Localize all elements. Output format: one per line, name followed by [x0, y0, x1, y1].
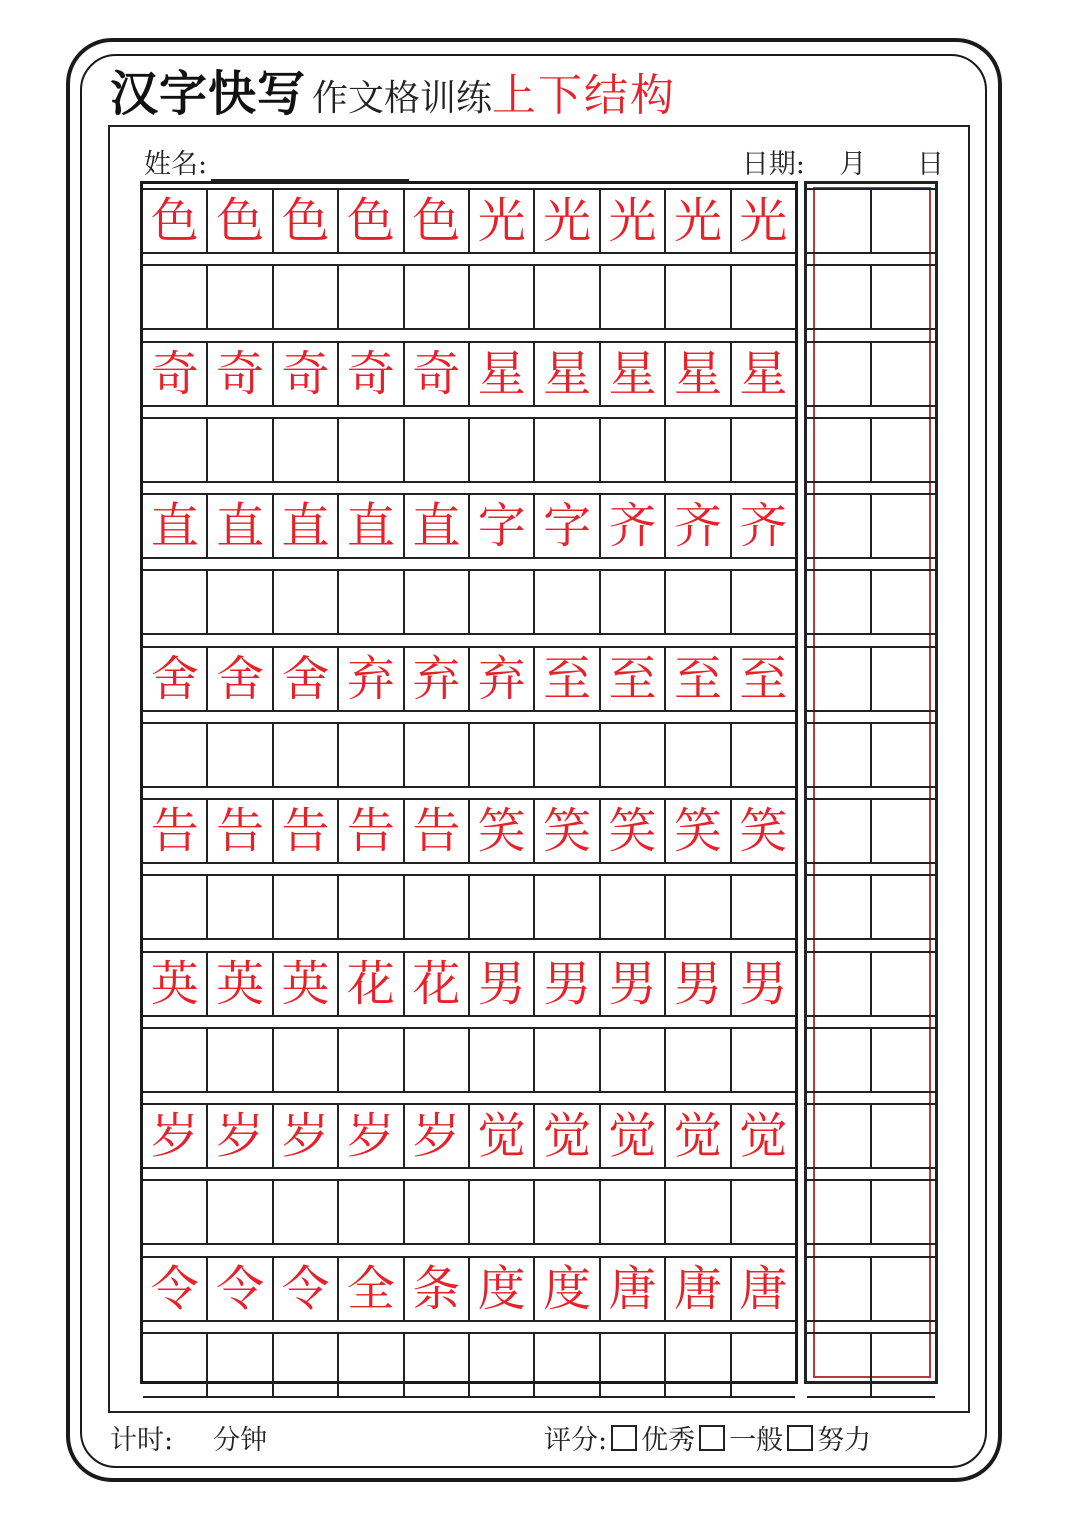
char-cell: 告: [339, 800, 404, 862]
char-cell: 令: [208, 1258, 273, 1320]
practice-cell[interactable]: [732, 571, 795, 633]
name-label: 姓名:: [144, 149, 208, 180]
side-cell[interactable]: [807, 876, 872, 938]
rating-checkbox-excellent[interactable]: [611, 1425, 637, 1451]
practice-cell[interactable]: [274, 1181, 339, 1243]
char-cell: 笑: [739, 803, 788, 859]
practice-cell[interactable]: [274, 571, 339, 633]
practice-cell[interactable]: [470, 571, 535, 633]
char-cell: 奇: [208, 343, 273, 405]
side-cell[interactable]: [872, 1105, 935, 1167]
minutes-label: 分钟: [213, 1425, 268, 1456]
practice-cell[interactable]: [666, 571, 731, 633]
char-cell: 光: [601, 190, 666, 252]
char-cell: 光: [470, 190, 535, 252]
char-cell: 告: [208, 800, 273, 862]
practice-row: [143, 874, 795, 940]
practice-row: [143, 1179, 795, 1245]
char-cell: 直: [143, 495, 208, 557]
side-cell[interactable]: [872, 190, 935, 252]
char-cell: 觉: [470, 1105, 535, 1167]
practice-cell[interactable]: [732, 266, 795, 328]
side-cell[interactable]: [807, 1181, 872, 1243]
char-row: [143, 1103, 795, 1169]
char-cell: 至: [739, 650, 788, 707]
char-cell: 舍: [274, 648, 339, 710]
side-row: [807, 1103, 935, 1169]
char-cell: 男: [601, 953, 666, 1015]
side-cell[interactable]: [872, 266, 935, 328]
practice-cell[interactable]: [143, 1029, 208, 1091]
practice-cell[interactable]: [339, 1181, 404, 1243]
side-cell[interactable]: [807, 1105, 872, 1167]
practice-cell[interactable]: [470, 266, 535, 328]
char-cell: 直: [208, 495, 273, 557]
side-cell[interactable]: [872, 1181, 935, 1243]
char-cell: 色: [339, 190, 404, 252]
char-cell: 唐: [666, 1258, 731, 1320]
side-cell[interactable]: [872, 1334, 935, 1396]
side-cell[interactable]: [807, 648, 872, 710]
writing-grid: [140, 181, 798, 1384]
practice-cell[interactable]: [732, 1334, 795, 1396]
practice-cell[interactable]: [274, 724, 339, 786]
practice-cell[interactable]: [274, 1334, 339, 1396]
char-row: [143, 646, 795, 712]
side-cell[interactable]: [872, 648, 935, 710]
practice-row: [143, 264, 795, 330]
side-cell[interactable]: [872, 419, 935, 481]
char-cell: 度: [470, 1258, 535, 1320]
rating-option-excellent: 优秀: [641, 1425, 696, 1456]
side-cell[interactable]: [807, 571, 872, 633]
rating-checkbox-effort[interactable]: [787, 1425, 813, 1451]
side-cell[interactable]: [872, 953, 935, 1015]
side-cell[interactable]: [807, 419, 872, 481]
practice-cell[interactable]: [601, 1029, 666, 1091]
side-cell[interactable]: [872, 343, 935, 405]
practice-row: [143, 1332, 795, 1398]
practice-cell[interactable]: [405, 724, 470, 786]
side-cell[interactable]: [807, 190, 872, 252]
month-label: 月: [839, 149, 867, 180]
char-cell: 岁: [405, 1105, 470, 1167]
practice-cell[interactable]: [143, 419, 208, 481]
practice-cell[interactable]: [535, 266, 600, 328]
char-cell: 岁: [143, 1105, 208, 1167]
side-cell[interactable]: [872, 724, 935, 786]
practice-cell[interactable]: [339, 1029, 404, 1091]
practice-cell[interactable]: [470, 1181, 535, 1243]
practice-cell[interactable]: [732, 876, 795, 938]
char-cell: 色: [208, 190, 273, 252]
char-cell: 舍: [143, 648, 208, 710]
practice-cell[interactable]: [666, 266, 731, 328]
rating-option-average: 一般: [729, 1425, 784, 1456]
char-cell: 岁: [339, 1105, 404, 1167]
char-cell: 花: [339, 953, 404, 1015]
practice-cell[interactable]: [339, 266, 404, 328]
char-cell: 齐: [666, 495, 731, 557]
char-cell: 唐: [739, 1260, 788, 1317]
char-cell: 笑: [470, 800, 535, 862]
side-cell[interactable]: [807, 266, 872, 328]
side-cell[interactable]: [807, 953, 872, 1015]
char-cell: 弃: [405, 648, 470, 710]
practice-cell[interactable]: [143, 571, 208, 633]
practice-cell[interactable]: [405, 571, 470, 633]
practice-cell[interactable]: [666, 724, 731, 786]
practice-cell[interactable]: [143, 876, 208, 938]
char-cell: 至: [601, 648, 666, 710]
char-cell: 觉: [739, 1108, 788, 1164]
char-cell: 齐: [739, 498, 788, 554]
char-cell: 色: [405, 190, 470, 252]
side-cell[interactable]: [807, 800, 872, 862]
side-row: [807, 951, 935, 1017]
practice-row: [143, 722, 795, 788]
practice-cell[interactable]: [274, 419, 339, 481]
practice-cell[interactable]: [732, 724, 795, 786]
practice-cell[interactable]: [535, 876, 600, 938]
practice-cell[interactable]: [470, 1029, 535, 1091]
practice-cell[interactable]: [405, 419, 470, 481]
practice-cell[interactable]: [208, 1181, 273, 1243]
title-structure: 上下结构: [492, 70, 677, 121]
char-cell: 星: [666, 343, 731, 405]
char-cell: 奇: [405, 343, 470, 405]
practice-cell[interactable]: [666, 876, 731, 938]
practice-cell[interactable]: [405, 1181, 470, 1243]
char-cell: 觉: [535, 1105, 600, 1167]
date-label: 日期:: [741, 149, 805, 180]
side-row: [807, 417, 935, 483]
char-row: [143, 951, 795, 1017]
char-cell: 花: [405, 953, 470, 1015]
practice-cell[interactable]: [535, 724, 600, 786]
side-row: [807, 1256, 935, 1322]
side-cell[interactable]: [807, 1334, 872, 1396]
practice-cell[interactable]: [208, 1334, 273, 1396]
title-sub: 作文格训练: [312, 78, 493, 119]
practice-cell[interactable]: [470, 1334, 535, 1396]
char-row: [143, 341, 795, 407]
char-cell: 至: [535, 648, 600, 710]
practice-cell[interactable]: [601, 266, 666, 328]
side-row: [807, 646, 935, 712]
char-cell: 岁: [208, 1105, 273, 1167]
practice-cell[interactable]: [208, 1029, 273, 1091]
timer-label: 计时:: [110, 1425, 174, 1456]
practice-cell[interactable]: [732, 1029, 795, 1091]
practice-cell[interactable]: [601, 1181, 666, 1243]
practice-cell[interactable]: [601, 419, 666, 481]
char-cell: 弃: [339, 648, 404, 710]
practice-cell[interactable]: [405, 1029, 470, 1091]
practice-cell[interactable]: [732, 419, 795, 481]
practice-cell[interactable]: [339, 724, 404, 786]
rating-section: [544, 1418, 871, 1457]
practice-cell[interactable]: [601, 876, 666, 938]
char-cell: 星: [535, 343, 600, 405]
practice-cell[interactable]: [143, 724, 208, 786]
day-label: 日: [917, 149, 944, 180]
char-cell: 唐: [601, 1258, 666, 1320]
side-row: [807, 264, 935, 330]
char-cell: 色: [274, 190, 339, 252]
side-row: [807, 341, 935, 407]
char-cell: 直: [274, 495, 339, 557]
practice-cell[interactable]: [535, 571, 600, 633]
practice-cell[interactable]: [208, 724, 273, 786]
name-input-line[interactable]: [211, 151, 409, 181]
side-row: [807, 569, 935, 635]
side-row: [807, 874, 935, 940]
char-cell: 岁: [274, 1105, 339, 1167]
practice-cell[interactable]: [339, 571, 404, 633]
practice-cell[interactable]: [405, 266, 470, 328]
practice-cell[interactable]: [666, 419, 731, 481]
side-cell[interactable]: [807, 495, 872, 557]
practice-cell[interactable]: [208, 876, 273, 938]
char-cell: 色: [143, 190, 208, 252]
practice-cell[interactable]: [208, 266, 273, 328]
char-cell: 笑: [601, 800, 666, 862]
practice-cell[interactable]: [535, 419, 600, 481]
char-cell: 光: [535, 190, 600, 252]
practice-cell[interactable]: [601, 1334, 666, 1396]
rating-option-effort: 努力: [817, 1425, 872, 1456]
char-cell: 舍: [208, 648, 273, 710]
practice-cell[interactable]: [666, 1029, 731, 1091]
practice-cell[interactable]: [339, 419, 404, 481]
practice-row: [143, 1027, 795, 1093]
char-cell: 光: [739, 193, 788, 249]
side-cell[interactable]: [872, 495, 935, 557]
practice-cell[interactable]: [339, 876, 404, 938]
side-row: [807, 1027, 935, 1093]
practice-cell[interactable]: [274, 1029, 339, 1091]
char-cell: 齐: [601, 495, 666, 557]
practice-cell[interactable]: [470, 724, 535, 786]
practice-cell[interactable]: [143, 1334, 208, 1396]
practice-cell[interactable]: [274, 876, 339, 938]
practice-cell[interactable]: [339, 1334, 404, 1396]
char-cell: 星: [739, 345, 788, 402]
side-cell[interactable]: [807, 343, 872, 405]
char-cell: 令: [143, 1258, 208, 1320]
side-cell[interactable]: [872, 876, 935, 938]
practice-cell[interactable]: [274, 266, 339, 328]
char-cell: 字: [535, 495, 600, 557]
practice-cell[interactable]: [405, 876, 470, 938]
char-cell: 奇: [339, 343, 404, 405]
char-cell: 度: [535, 1258, 600, 1320]
practice-cell[interactable]: [601, 724, 666, 786]
char-cell: 告: [405, 800, 470, 862]
char-cell: 告: [274, 800, 339, 862]
side-cell[interactable]: [872, 800, 935, 862]
side-cell[interactable]: [872, 571, 935, 633]
practice-cell[interactable]: [405, 1334, 470, 1396]
side-cell[interactable]: [872, 1029, 935, 1091]
char-cell: 光: [666, 190, 731, 252]
side-cell[interactable]: [807, 1258, 872, 1320]
char-cell: 直: [405, 495, 470, 557]
practice-cell[interactable]: [208, 419, 273, 481]
rating-checkbox-average[interactable]: [699, 1425, 725, 1451]
char-cell: 英: [143, 953, 208, 1015]
practice-cell[interactable]: [143, 1181, 208, 1243]
char-row: [143, 798, 795, 864]
char-cell: 星: [601, 343, 666, 405]
char-cell: 觉: [601, 1105, 666, 1167]
practice-cell[interactable]: [666, 1181, 731, 1243]
char-cell: 笑: [535, 800, 600, 862]
title-main: 汉字快写: [110, 66, 307, 122]
side-row: [807, 493, 935, 559]
char-cell: 星: [470, 343, 535, 405]
page-title: [110, 62, 676, 124]
practice-cell[interactable]: [470, 876, 535, 938]
char-cell: 令: [274, 1258, 339, 1320]
char-row: [143, 1256, 795, 1322]
side-row: [807, 188, 935, 254]
char-cell: 至: [666, 648, 731, 710]
practice-row: [143, 569, 795, 635]
side-cell[interactable]: [807, 724, 872, 786]
practice-cell[interactable]: [601, 571, 666, 633]
practice-cell[interactable]: [535, 1334, 600, 1396]
char-cell: 全: [339, 1258, 404, 1320]
char-cell: 字: [470, 495, 535, 557]
char-cell: 男: [739, 955, 788, 1012]
char-cell: 弃: [470, 648, 535, 710]
side-row: [807, 1179, 935, 1245]
date-field: [732, 142, 944, 181]
char-cell: 笑: [666, 800, 731, 862]
practice-cell[interactable]: [535, 1181, 600, 1243]
rating-label: 评分:: [544, 1425, 608, 1456]
practice-cell[interactable]: [208, 571, 273, 633]
side-row: [807, 798, 935, 864]
char-cell: 男: [666, 953, 731, 1015]
char-cell: 直: [339, 495, 404, 557]
char-cell: 男: [535, 953, 600, 1015]
practice-row: [143, 417, 795, 483]
char-cell: 奇: [143, 343, 208, 405]
char-cell: 英: [274, 953, 339, 1015]
practice-cell[interactable]: [535, 1029, 600, 1091]
char-cell: 奇: [274, 343, 339, 405]
char-cell: 男: [470, 953, 535, 1015]
side-practice-grid: [804, 181, 938, 1384]
practice-cell[interactable]: [666, 1334, 731, 1396]
side-cell[interactable]: [872, 1258, 935, 1320]
char-cell: 觉: [666, 1105, 731, 1167]
name-field[interactable]: [144, 142, 409, 181]
side-row: [807, 722, 935, 788]
char-cell: 英: [208, 953, 273, 1015]
side-cell[interactable]: [807, 1029, 872, 1091]
timer-section: [110, 1418, 267, 1457]
char-row: [143, 493, 795, 559]
practice-cell[interactable]: [470, 419, 535, 481]
side-row: [807, 1332, 935, 1398]
char-cell: 条: [405, 1258, 470, 1320]
char-cell: 告: [143, 800, 208, 862]
practice-cell[interactable]: [732, 1181, 795, 1243]
char-row: [143, 188, 795, 254]
practice-cell[interactable]: [143, 266, 208, 328]
